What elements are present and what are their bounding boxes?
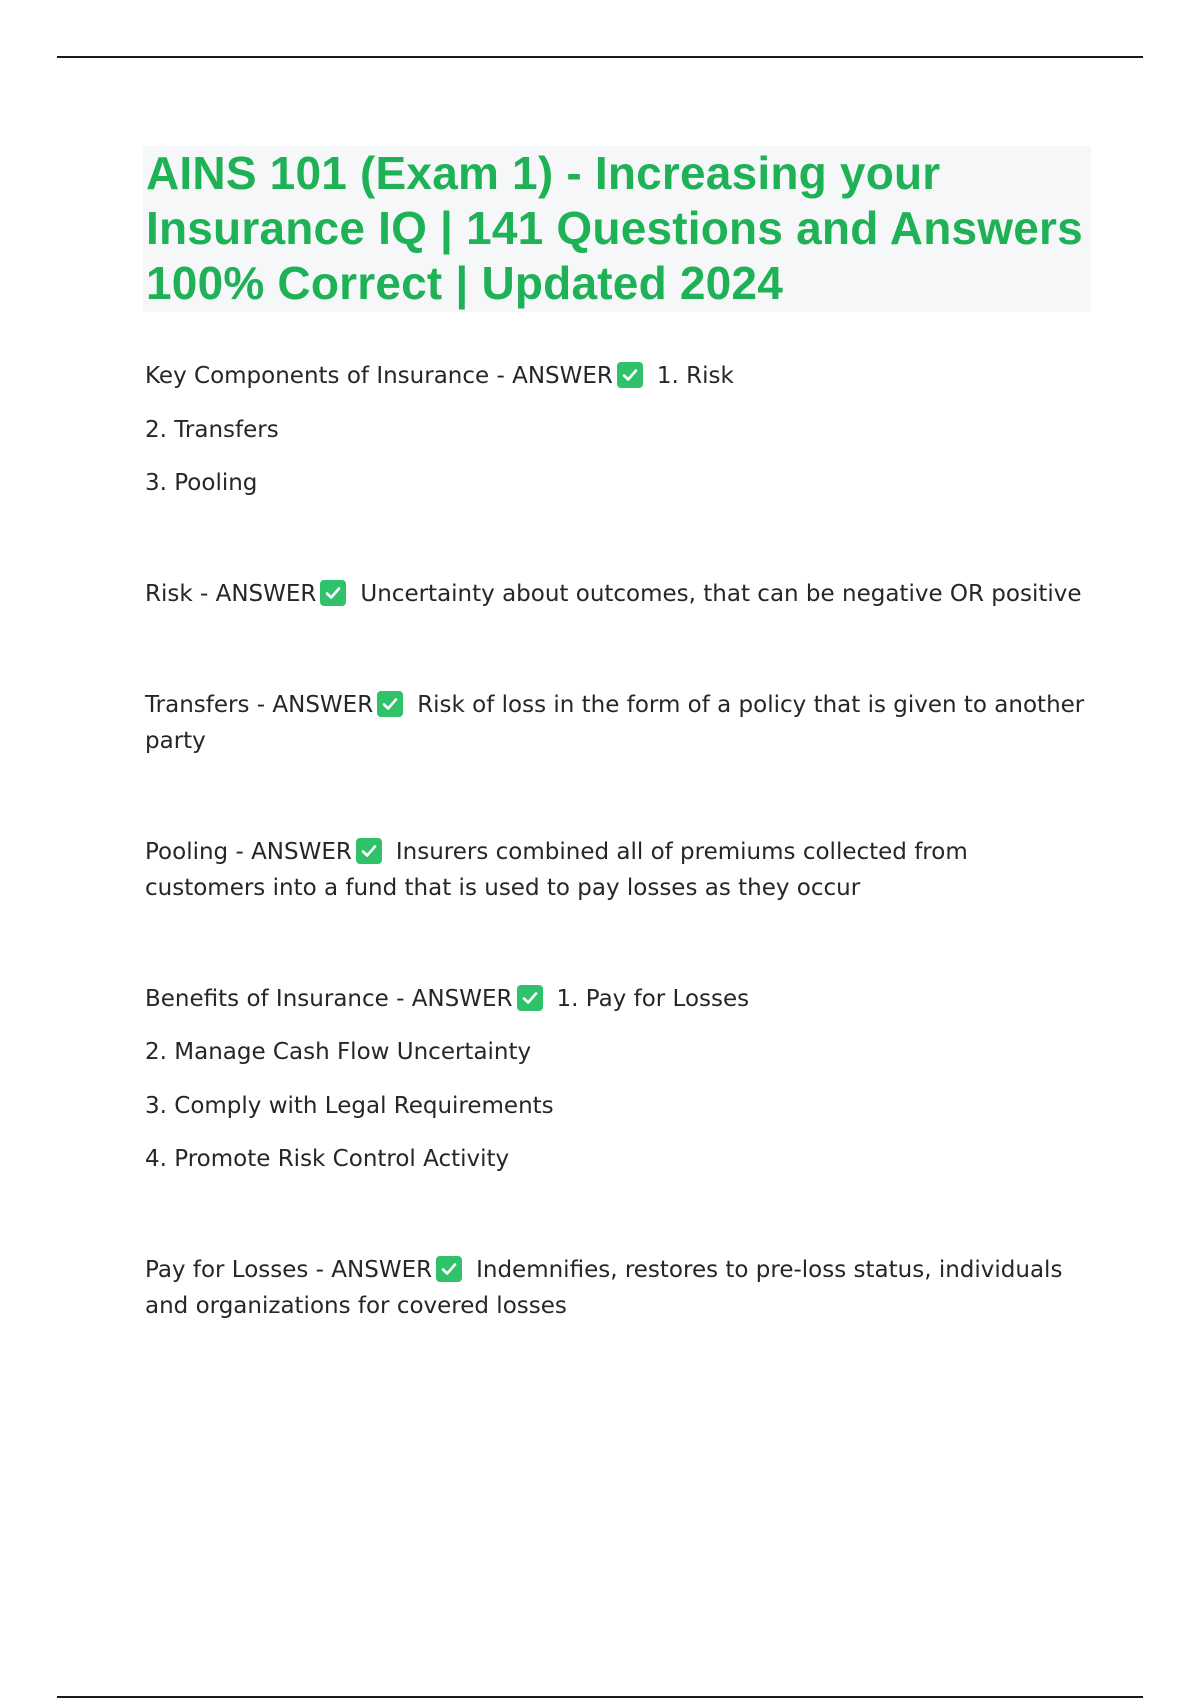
qa-entry-pay-for-losses: [145, 1252, 1085, 1324]
answer-text: Indemnifies, restores to pre-loss status, individuals and organizations for covered losses: [145, 1257, 1063, 1319]
question-term: Pooling - ANSWER: [145, 839, 352, 865]
answer-list-item: 2. Transfers: [145, 417, 279, 443]
bottom-divider: [57, 1696, 1143, 1698]
answer-list-item: 4. Promote Risk Control Activity: [145, 1146, 510, 1172]
title-banner: [143, 146, 1091, 312]
question-term: Transfers - ANSWER: [145, 692, 374, 718]
answer-text: 1. Risk: [656, 363, 734, 389]
question-term: Risk - ANSWER: [145, 581, 317, 607]
check-mark-button-icon: [436, 1256, 462, 1282]
qa-entry-benefits: [145, 981, 749, 1017]
qa-entry-pooling: [145, 834, 1085, 906]
top-divider: [57, 56, 1143, 58]
check-mark-button-icon: [356, 838, 382, 864]
answer-text: Insurers combined all of premiums collected from customers into a fund that is used to pay losses as they occur: [145, 839, 968, 901]
check-mark-button-icon: [617, 362, 643, 388]
answer-list-item: 3. Comply with Legal Requirements: [145, 1093, 554, 1119]
qa-entry-transfers: [145, 687, 1085, 759]
check-mark-button-icon: [377, 691, 403, 717]
answer-list-item: 3. Pooling: [145, 470, 258, 496]
question-term: Pay for Losses - ANSWER: [145, 1257, 433, 1283]
question-term: Benefits of Insurance - ANSWER: [145, 986, 513, 1012]
document-title: AINS 101 (Exam 1) - Increasing your Insurance IQ | 141 Questions and Answers 100% Correct | Updated 2024: [146, 147, 1083, 309]
qa-entry-risk: [145, 576, 1082, 612]
qa-entry-key-components: [145, 358, 734, 394]
answer-list-item: 2. Manage Cash Flow Uncertainty: [145, 1039, 532, 1065]
answer-text: Risk of loss in the form of a policy that is given to another party: [145, 692, 1085, 754]
question-term: Key Components of Insurance - ANSWER: [145, 363, 613, 389]
check-mark-button-icon: [320, 580, 346, 606]
check-mark-button-icon: [517, 985, 543, 1011]
answer-text: 1. Pay for Losses: [556, 986, 750, 1012]
answer-text: Uncertainty about outcomes, that can be negative OR positive: [360, 581, 1082, 607]
